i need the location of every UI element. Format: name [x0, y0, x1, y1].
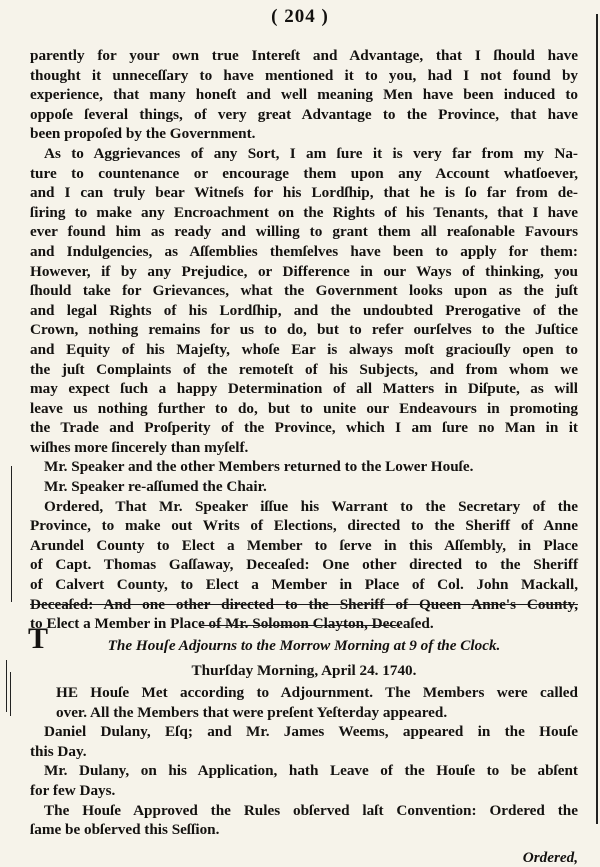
- rule-under-date: [200, 625, 400, 626]
- text-line: wiſhes more ſincerely than myſelf.: [30, 438, 249, 456]
- text-line: Arundel County to Elect a Member to ſerve in this Aſſembly, in Place: [30, 536, 578, 554]
- text-line: and I can truly bear Witneſs for his Lordſhip, that he is ſo far from de-: [30, 184, 578, 202]
- text-line: ſiring to make any Encroachment on the Rights of his Tenants, that I have: [30, 203, 578, 221]
- text-line: experience, that many honeſt and well meaning Men have been induced to: [30, 86, 578, 104]
- text-line: Ordered, That Mr. Speaker iſſue his Warrant to the Secretary of the: [44, 497, 578, 515]
- text-line: of Capt. Thomas Gaſſaway, Deceaſed: One other directed to the Sheriff: [30, 556, 578, 574]
- text-line: Deceaſed: And one other directed to the Sheriff of Queen Anne's County,: [30, 595, 578, 613]
- text-line: Daniel Dulany, Eſq; and Mr. James Weems, appeared in the Houſe: [44, 723, 578, 741]
- page-edge-line: [596, 14, 598, 824]
- document-body: [30, 46, 578, 867]
- drop-cap: T: [28, 622, 49, 655]
- adjournment-line: The Houſe Adjourns to the Morrow Morning at 9 of the Clock.: [107, 636, 501, 654]
- text-line: oppoſe ſeveral things, of very great Advantage to the Province, that have: [30, 105, 578, 123]
- text-line: Mr. Speaker and the other Members returned to the Lower Houſe.: [44, 458, 474, 476]
- text-line: parently for your own true Intereſt and Advantage, that I ſhould have: [30, 47, 578, 64]
- text-line: and Indulgencies, as Aſſemblies themſelves have been to apply for them:: [30, 242, 578, 260]
- text-line: ſhould take for Grievances, what the Government looks upon as the juſt: [30, 282, 578, 300]
- text-line: and legal Rights of his Lordſhip, and the undoubted Prerogative of the: [30, 301, 578, 319]
- text-line: to Elect a Member in Place of Mr. Solomon Clayton, Deceaſed.: [30, 615, 434, 633]
- text-line: As to Aggrievances of any Sort, I am ſure it is very far from my Na-: [44, 144, 578, 162]
- text-line: for few Days.: [30, 781, 116, 799]
- text-line: leave us nothing further to do, but to unite our Endeavours in promoting: [30, 399, 578, 417]
- text-line: the Trade and Proſperity of the Province, which I am ſure no Man in it: [30, 419, 578, 437]
- text-line: this Day.: [30, 742, 87, 760]
- text-line: Crown, nothing remains for us to do, but to refer ourſelves to the Juſtice: [30, 321, 578, 339]
- text-line: Province, to make out Writs of Elections, directed to the Sheriff of Anne: [30, 517, 578, 535]
- rule-under-adjournment: [30, 604, 578, 605]
- text-line: The Houſe Approved the Rules obſerved laſt Convention: Ordered the: [44, 801, 578, 819]
- text-line: ſame be obſerved this Seſſion.: [30, 821, 220, 839]
- date-heading: Thurſday Morning, April 24. 1740.: [191, 662, 417, 680]
- text-line: Mr. Speaker re-aſſumed the Chair.: [44, 478, 267, 496]
- text-line: over. All the Members that were preſent Yeſterday appeared.: [56, 703, 448, 721]
- text-line: the juſt Complaints of the remoteſt of his Subjects, and from whom we: [30, 360, 578, 378]
- margin-mark-line: [6, 660, 7, 712]
- margin-mark-line: [10, 672, 11, 716]
- text-line: been propoſed by the Government.: [30, 125, 256, 143]
- catchword: Ordered,: [522, 848, 578, 866]
- text-line: may expect ſuch a happy Determination of all Matters in Diſpute, as will: [30, 380, 578, 398]
- text-line: and Equity of his Majeſty, whoſe Ear is always moſt graciouſly open to: [30, 340, 578, 358]
- text-line: thought it unneceſſary to have mentioned it to you, had I not found by: [30, 66, 578, 84]
- text-line: However, if by any Prejudice, or Difference in our Ways of thinking, you: [30, 262, 578, 280]
- text-line: HE Houſe Met according to Adjournment. The Members were called: [56, 684, 578, 701]
- page-number: ( 204 ): [271, 6, 329, 27]
- text-line: Mr. Dulany, on his Application, hath Leave of the Houſe to be abſent: [44, 762, 578, 780]
- margin-mark-line: [11, 466, 12, 602]
- text-line: of Calvert County, to Elect a Member in Place of Col. John Mackall,: [30, 576, 578, 594]
- text-line: ever found him as ready and willing to grant them all reaſonable Favours: [30, 223, 578, 241]
- text-line: ture to countenance or encourage them upon any Account whatſoever,: [30, 164, 578, 182]
